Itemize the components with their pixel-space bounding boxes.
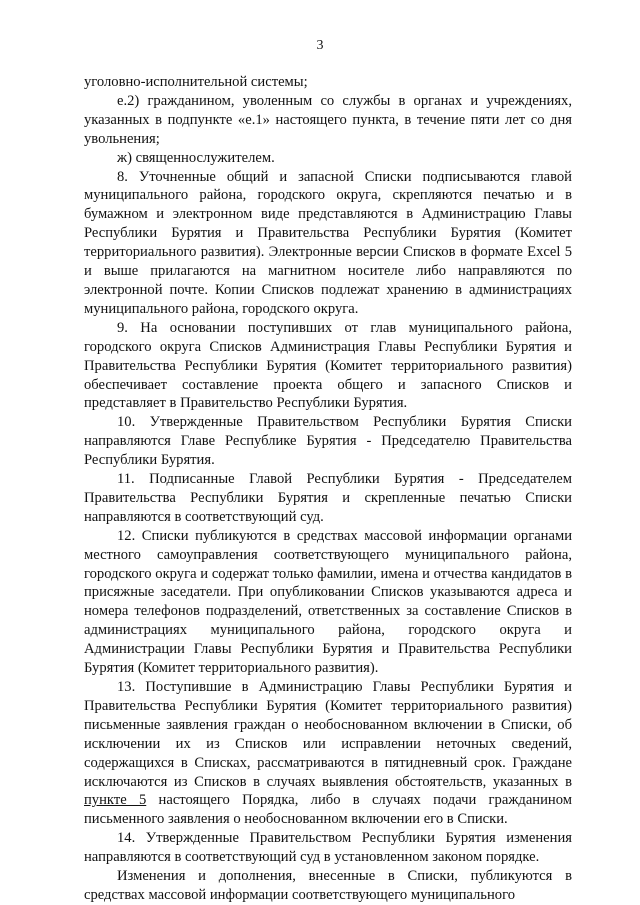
paragraph-8: 8. Уточненные общий и запасной Списки подписываются главой муниципального района, городского округа, скрепляются печатью и в бумажном и электронном виде представляются в Администрацию Главы Республики Бурятия и Правительства Республики Бурятия (Комитет территориального развития). Электронные версии Списков в формате Excel 5 и выше прилагаются на магнитном носителе либо направляются по электронной почте. Копии Списков подлежат хранению в администрациях муниципального района, городского округа. (84, 168, 572, 317)
paragraph-13-text-after: настоящего Порядка, либо в случаях подачи гражданином письменного заявления о необоснованном включении его в Списки. (84, 792, 572, 828)
paragraph-e2: е.2) гражданином, уволенным со службы в органах и учреждениях, указанных в подпункте «е.1» настоящего пункта, в течение пяти лет со дня увольнения; (84, 92, 572, 147)
paragraph-14: 14. Утвержденные Правительством Республики Бурятия изменения направляются в соответствующий суд в установленном законом порядке. (84, 830, 572, 866)
paragraph-11: 11. Подписанные Главой Республики Бурятия - Председателем Правительства Республики Бурятия и скрепленные печатью Списки направляются в соответствующий суд. (84, 471, 572, 525)
paragraph-changes: Изменения и дополнения, внесенные в Списки, публикуются в средствах массовой информации соответствующего муниципального (84, 868, 572, 903)
page-number: 3 (316, 38, 324, 53)
paragraph-continuation: уголовно-исполнительной системы; (84, 74, 308, 90)
paragraph-13 (84, 678, 572, 829)
paragraph-9: 9. На основании поступивших от глав муниципального района, городского округа Списков Администрация Главы Республики Бурятия и Правительства Республики Бурятия (Комитет территориального развития) обеспечивает составление проекта общего и запасного Списков и представляет в Правительство Республики Бурятия. (84, 319, 572, 412)
document-body (84, 73, 572, 905)
paragraph-13-text-before: 13. Поступившие в Администрацию Главы Республики Бурятия и Правительства Республики Бурятия (Комитет территориального развития) письменные заявления граждан о необоснованном включении в Списки, об исключении их из Списков или исправлении неточных сведений, содержащихся в Списках, рассматриваются в пятидневный срок. Граждане исключаются из Списков в случаях выявления обстоятельств, указанных в (84, 679, 572, 790)
clause-5-link[interactable]: пункте 5 (84, 792, 147, 809)
paragraph-12: 12. Списки публикуются в средствах массовой информации органами местного самоуправления соответствующего муниципального района, городского округа и содержат только фамилии, имена и отчества кандидатов в присяжные заседатели. При опубликовании Списков указываются адреса и номера телефонов подразделений, ответственных за составление Списков в администрациях муниципального района, городского округа и Администрации Главы Республики Бурятия и Правительства Республики Бурятия (Комитет территориального развития). (84, 527, 572, 677)
paragraph-zh: ж) священнослужителем. (117, 149, 275, 166)
paragraph-10: 10. Утвержденные Правительством Республики Бурятия Списки направляются Главе Республике Бурятия - Председателю Правительства Республики Бурятия. (84, 414, 572, 469)
